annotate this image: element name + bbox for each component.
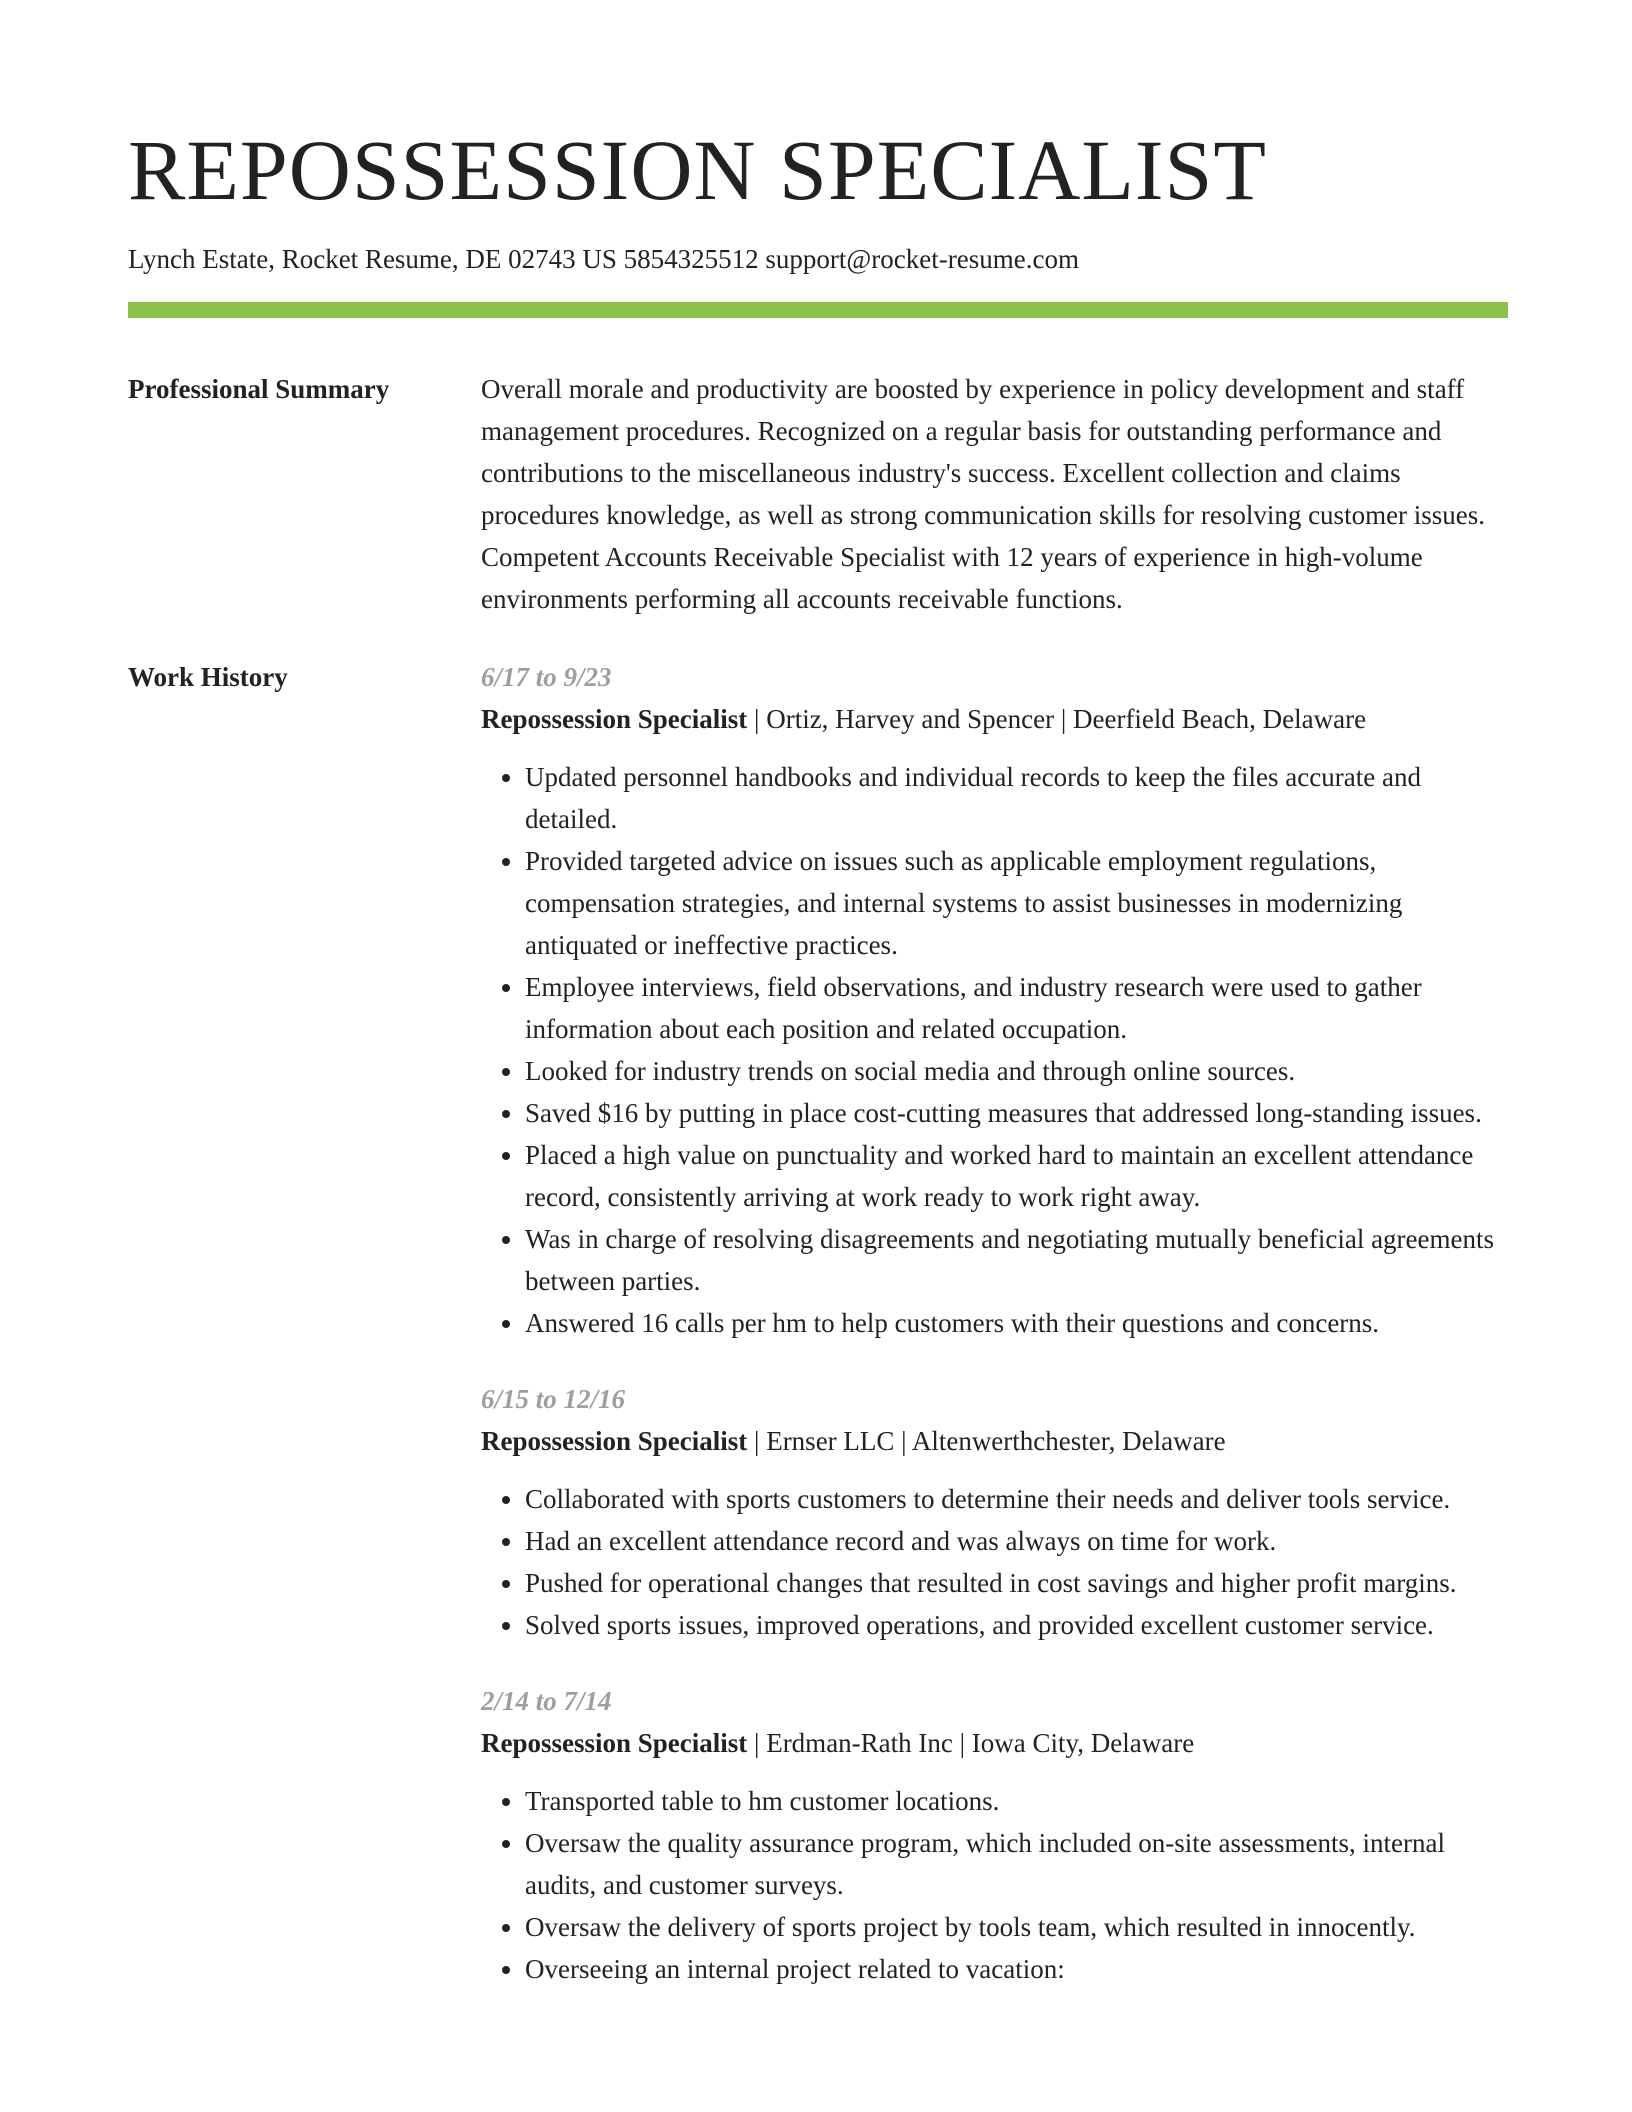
job-dates: 2/14 to 7/14 — [481, 1686, 612, 1716]
job-dates: 6/15 to 12/16 — [481, 1384, 626, 1414]
job-bullet: • Placed a high value on punctuality and worked hard to maintain an excellent attendance record, consistently arriving at work ready to work right away. — [525, 1134, 1508, 1218]
work-history-section — [128, 656, 1508, 2024]
job-bullet: • Updated personnel handbooks and individual records to keep the files accurate and detailed. — [525, 756, 1508, 840]
job-bullet: • Oversaw the quality assurance program, which included on-site assessments, internal audits, and customer surveys. — [525, 1822, 1508, 1906]
job-title-line — [481, 1420, 1508, 1462]
job-bullet-list — [481, 1478, 1508, 1646]
job-title: Repossession Specialist — [481, 1728, 748, 1758]
job-employer-location: | Erdman-Rath Inc | Iowa City, Delaware — [747, 1728, 1195, 1758]
resume-page — [128, 0, 1508, 2024]
job-bullet-list — [481, 1780, 1508, 1990]
summary-body — [481, 368, 1508, 620]
job-bullet: • Oversaw the delivery of sports project by tools team, which resulted in innocently. — [525, 1906, 1508, 1948]
job-bullet: • Overseeing an internal project related to vacation: — [525, 1948, 1508, 1990]
section-label-work-history: Work History — [128, 662, 288, 692]
summary-text: Overall morale and productivity are boosted by experience in policy development and staff management procedures. Recognized on a regular basis for outstanding performance and contributions to the miscellaneous industry's success. Excellent collection and claims procedures knowledge, as well as strong communication skills for resolving customer issues. Competent Accounts Receivable Specialist with 12 years of experience in high-volume environments performing all accounts receivable functions. — [481, 374, 1486, 614]
job-bullet: • Looked for industry trends on social media and through online sources. — [525, 1050, 1508, 1092]
job-bullet: • Answered 16 calls per hm to help customers with their questions and concerns. — [525, 1302, 1508, 1344]
job-bullet-list — [481, 756, 1508, 1344]
summary-section — [128, 368, 1508, 620]
job-bullet: • Employee interviews, field observations, and industry research were used to gather information about each position and related occupation. — [525, 966, 1508, 1050]
job-bullet: • Transported table to hm customer locations. — [525, 1780, 1508, 1822]
job-employer-location: | Ortiz, Harvey and Spencer | Deerfield Beach, Delaware — [747, 704, 1367, 734]
job-bullet: • Solved sports issues, improved operations, and provided excellent customer service. — [525, 1604, 1508, 1646]
header-divider — [128, 302, 1508, 318]
job-employer-location: | Ernser LLC | Altenwerthchester, Delaware — [747, 1426, 1226, 1456]
work-history-body — [481, 656, 1508, 2024]
job-bullet: • Was in charge of resolving disagreements and negotiating mutually beneficial agreements between parties. — [525, 1218, 1508, 1302]
contact-line: Lynch Estate, Rocket Resume, DE 02743 US 5854325512 support@rocket-resume.com — [128, 244, 1079, 274]
job-title: Repossession Specialist — [481, 704, 748, 734]
job-bullet: • Saved $16 by putting in place cost-cutting measures that addressed long-standing issues. — [525, 1092, 1508, 1134]
job-entry — [481, 1378, 1508, 1646]
job-entry — [481, 656, 1508, 1344]
job-bullet: • Had an excellent attendance record and was always on time for work. — [525, 1520, 1508, 1562]
job-title: Repossession Specialist — [481, 1426, 748, 1456]
section-label-summary: Professional Summary — [128, 374, 390, 404]
job-title-line — [481, 698, 1508, 740]
job-dates: 6/17 to 9/23 — [481, 662, 612, 692]
job-title-line — [481, 1722, 1508, 1764]
job-entry — [481, 1680, 1508, 1990]
job-bullet: • Collaborated with sports customers to determine their needs and deliver tools service. — [525, 1478, 1508, 1520]
resume-title: REPOSSESSION SPECIALIST — [128, 122, 1267, 218]
job-bullet: • Pushed for operational changes that resulted in cost savings and higher profit margins. — [525, 1562, 1508, 1604]
job-bullet: • Provided targeted advice on issues such as applicable employment regulations, compensation strategies, and internal systems to assist businesses in modernizing antiquated or ineffective practices. — [525, 840, 1508, 966]
